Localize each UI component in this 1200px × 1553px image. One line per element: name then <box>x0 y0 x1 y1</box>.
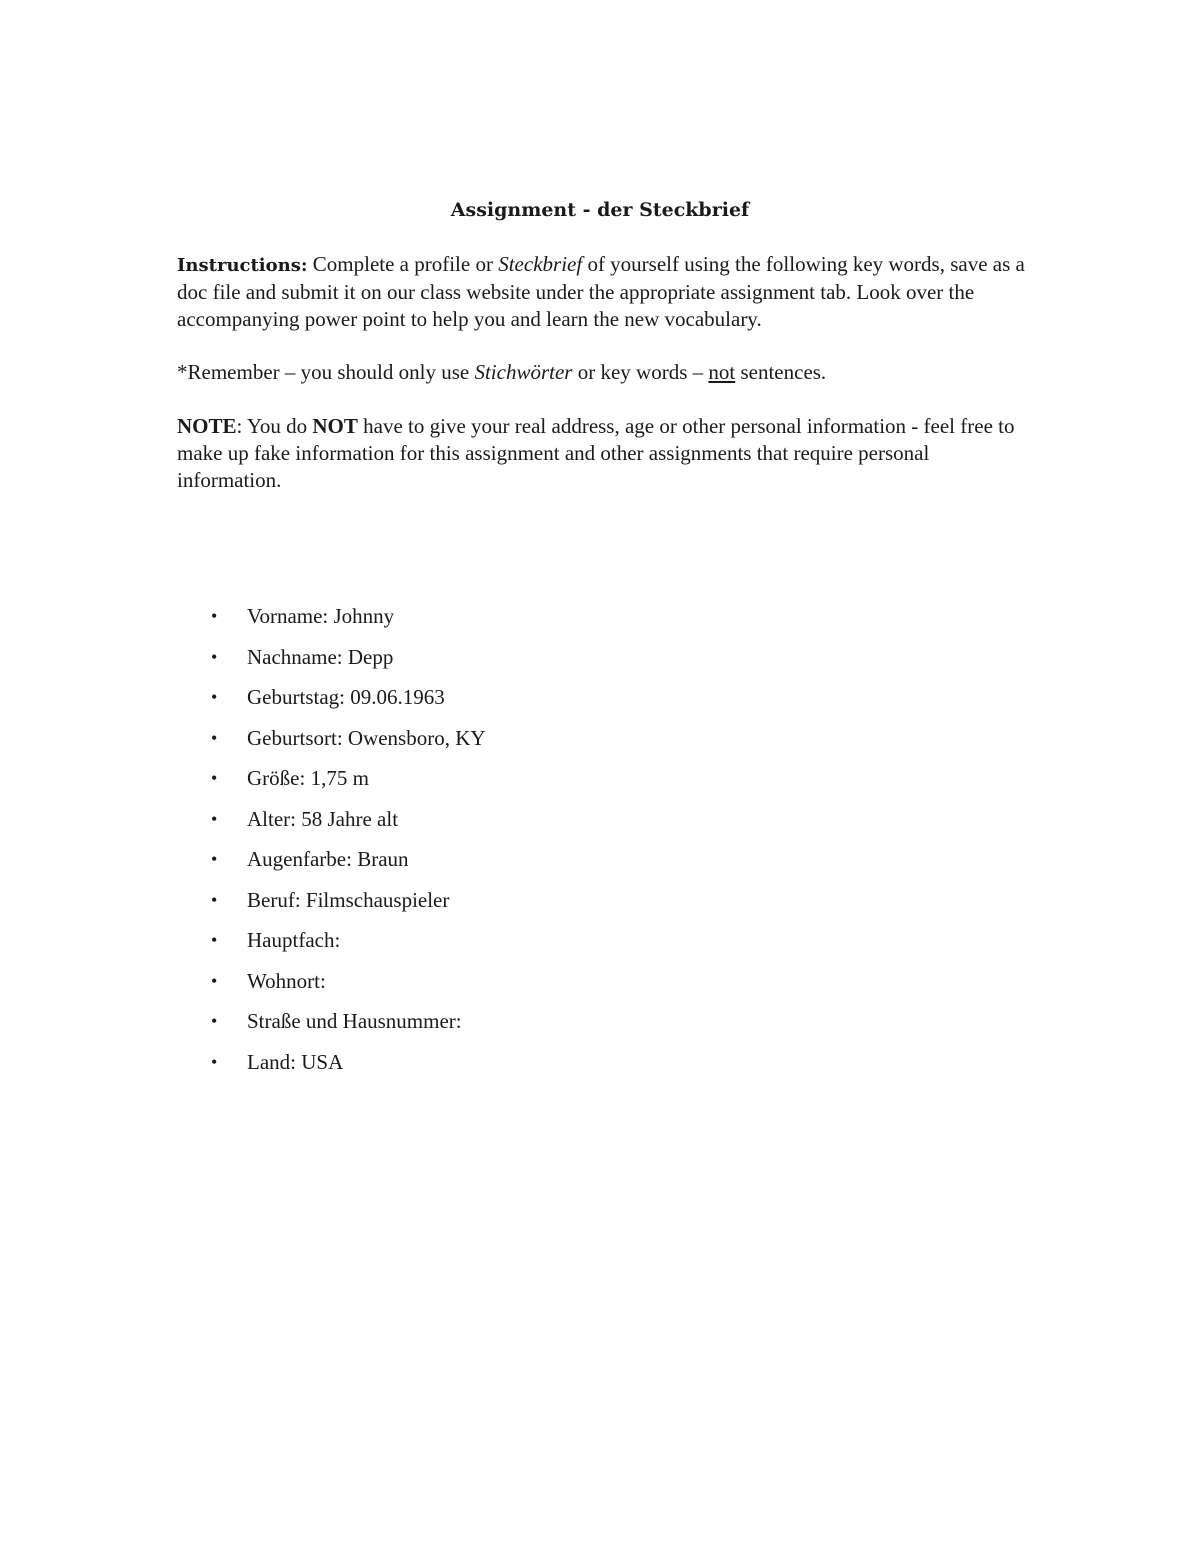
list-item <box>0 966 1200 1007</box>
document-title: Assignment - der Steckbrief <box>450 199 750 221</box>
bullet-icon: • <box>211 1011 218 1031</box>
list-item <box>0 763 1200 804</box>
bullet-icon: • <box>211 727 218 748</box>
remember-text-3: sentences. <box>735 360 827 384</box>
list-item <box>0 1006 1200 1047</box>
list-item-text: Augenfarbe: Braun <box>247 847 409 871</box>
list-item-text: Beruf: Filmschauspieler <box>247 887 450 912</box>
list-item-text: Nachname: Depp <box>247 644 394 669</box>
instructions-paragraph <box>177 251 1037 333</box>
list-item <box>0 601 1200 642</box>
instructions-text-1: Complete a profile or <box>307 252 499 276</box>
note-text-2: have to give your real address, age or other personal information - feel free to make up fake information for this assignment and other assignments that require personal information. <box>177 414 1015 492</box>
remember-text-2: or key words – <box>572 360 709 384</box>
bullet-icon: • <box>211 1051 218 1072</box>
remember-text-1: *Remember – you should only use <box>177 360 475 384</box>
note-label: NOTE <box>177 414 237 438</box>
bullet-icon: • <box>211 606 218 626</box>
note-paragraph <box>177 413 1037 494</box>
list-item-text: Straße und Hausnummer: <box>247 1009 462 1033</box>
instructions-italic-word: Steckbrief <box>498 252 583 276</box>
remember-underlined-word: not <box>708 360 736 384</box>
bullet-icon: • <box>211 970 218 991</box>
bullet-icon: • <box>211 808 218 829</box>
list-item-text: Geburtsort: Owensboro, KY <box>247 725 486 750</box>
list-item <box>0 723 1200 764</box>
instructions-label: Instructions: <box>177 255 308 276</box>
list-item <box>0 682 1200 723</box>
list-item-text: Alter: 58 Jahre alt <box>247 806 399 831</box>
list-item-text: Geburtstag: 09.06.1963 <box>247 685 445 709</box>
bullet-icon: • <box>211 849 218 869</box>
list-item-text: Wohnort: <box>247 968 326 993</box>
profile-list <box>0 601 1200 1087</box>
list-item <box>0 925 1200 966</box>
list-item-text: Hauptfach: <box>247 928 341 952</box>
bullet-icon: • <box>211 687 218 707</box>
bullet-icon: • <box>211 930 218 950</box>
list-item <box>0 885 1200 926</box>
list-item-text: Land: USA <box>247 1049 344 1074</box>
note-text-1: : You do <box>236 414 313 438</box>
bullet-icon: • <box>211 889 218 910</box>
bullet-icon: • <box>211 768 218 788</box>
list-item <box>0 844 1200 885</box>
note-bold-word: NOT <box>312 414 358 438</box>
list-item <box>0 642 1200 683</box>
list-item-text: Größe: 1,75 m <box>247 766 369 790</box>
list-item <box>0 804 1200 845</box>
instructions-text-2: of yourself using the following key words, save as a doc file and submit it on our class website under the appropriate assignment tab. Look over the accompanying power point to help you and learn the new vocabulary. <box>177 252 1025 331</box>
list-item <box>0 1047 1200 1088</box>
bullet-icon: • <box>211 646 218 667</box>
remember-italic-word: Stichwörter <box>474 360 573 384</box>
remember-paragraph <box>177 359 1037 386</box>
list-item-text: Vorname: Johnny <box>247 604 395 628</box>
